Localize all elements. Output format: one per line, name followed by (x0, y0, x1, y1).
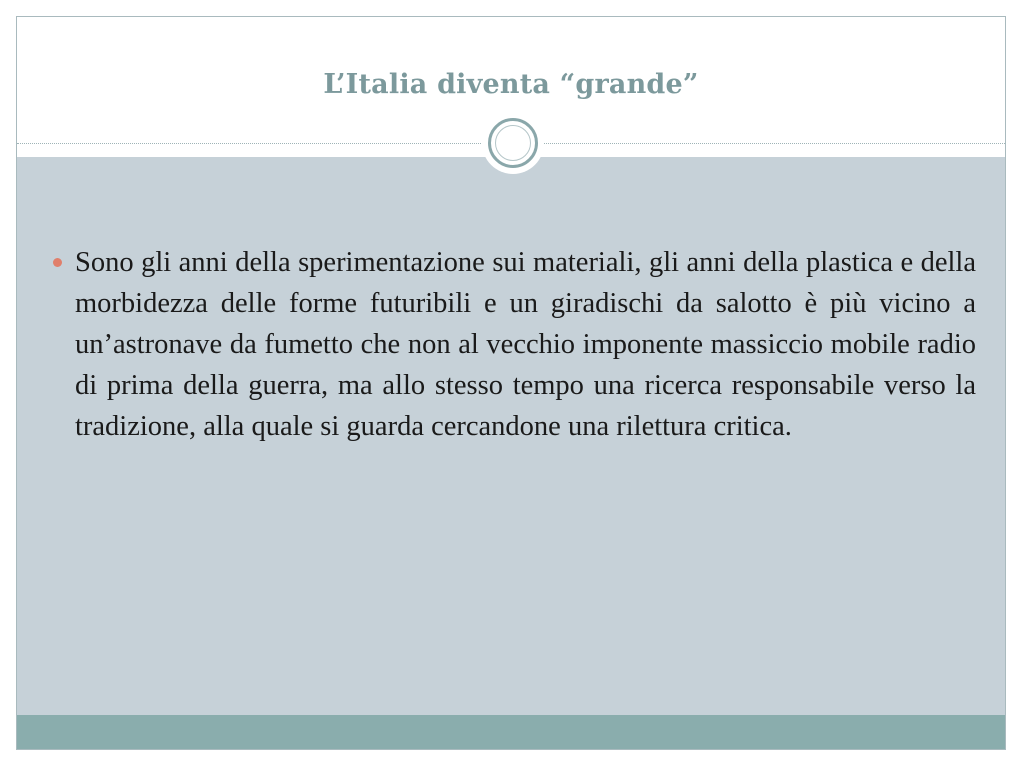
footer-bar (17, 715, 1005, 749)
bullet-dot-icon (53, 258, 62, 267)
slide-title: L’Italia diventa “grande” (323, 69, 699, 100)
ornament-ring (488, 118, 538, 168)
bullet-text: Sono gli anni della sperimentazione sui materiali, gli anni della plastica e della morbidezza delle forme futuribili e un giradischi da salotto è più vicino a un’astronave da fumetto che non al vecchio imponente massiccio mobile radio di prima della guerra, ma allo stesso tempo una ricerca responsabile verso la tradizione, alla quale si guarda cercandone una rilettura critica. (75, 247, 976, 442)
ornament-inner-ring (495, 125, 531, 161)
circle-ornament-icon (482, 112, 544, 174)
slide (16, 16, 1006, 750)
